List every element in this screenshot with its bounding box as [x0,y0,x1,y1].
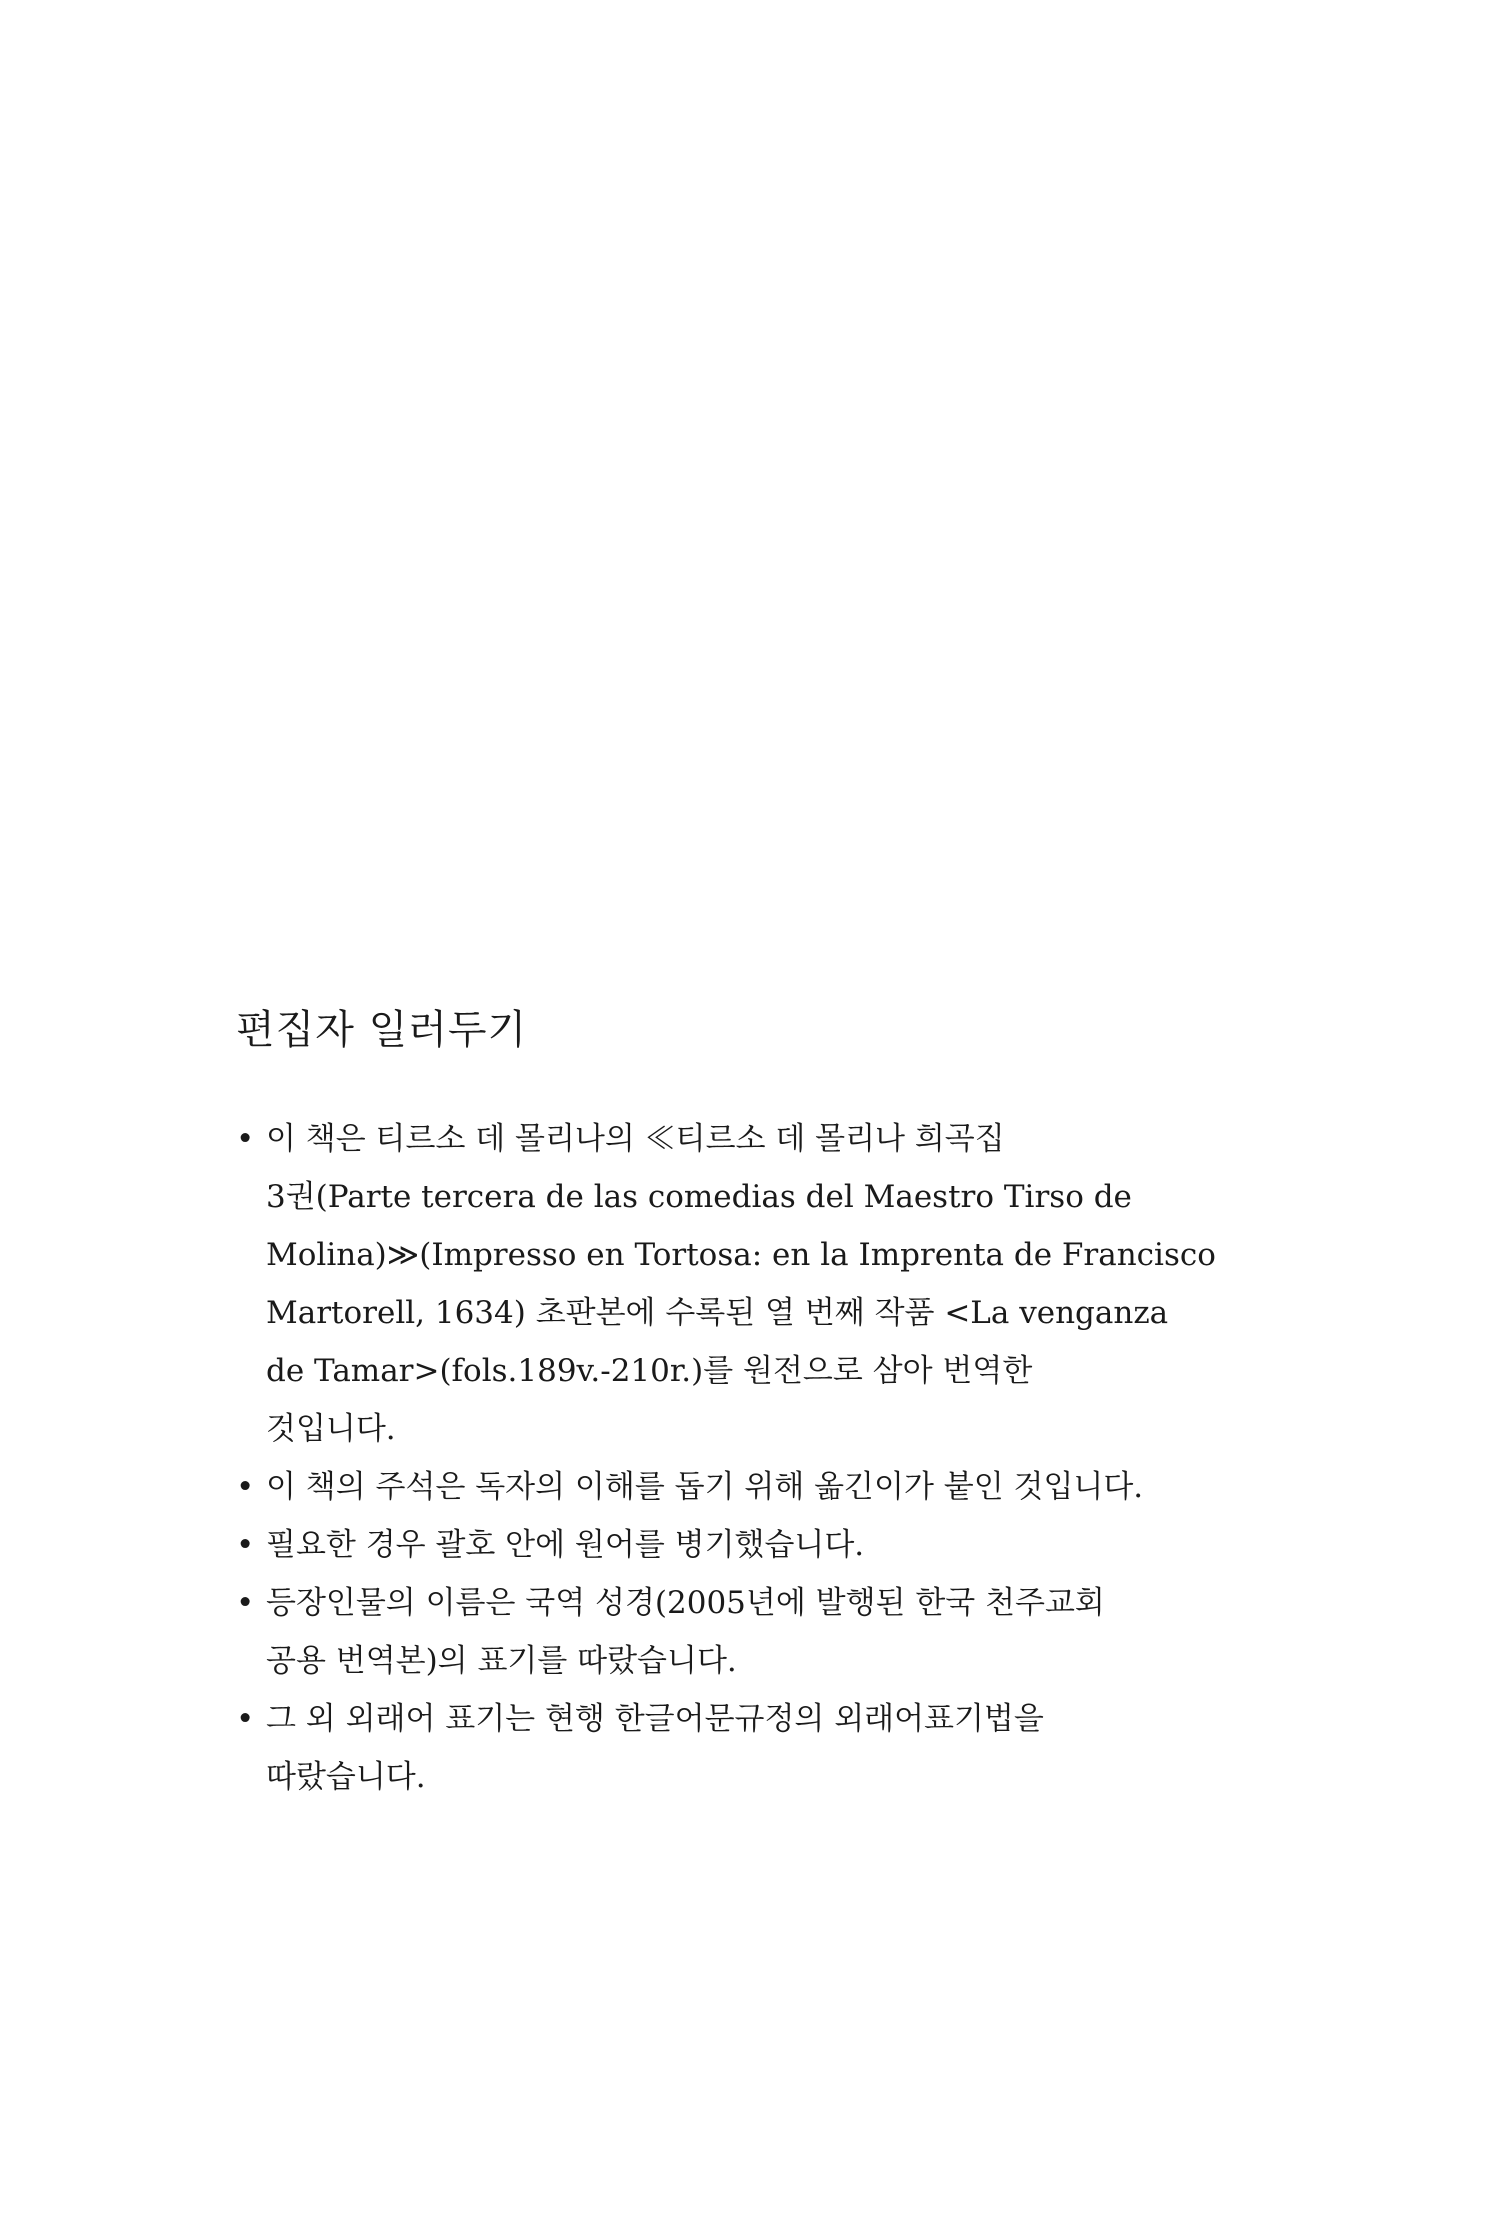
bullet-icon: • [236,1585,255,1621]
note-line: 공용 번역본)의 표기를 따랐습니다. [266,1643,737,1679]
bullet-icon: • [236,1527,255,1563]
note-line: 이 책은 티르소 데 몰리나의 ≪티르소 데 몰리나 희곡집 [266,1121,1005,1157]
editor-notes [236,1000,1236,1806]
note-line: de Tamar>(fols.189v.-210r.)를 원전으로 삼아 번역한 [266,1353,1033,1389]
note-line: 등장인물의 이름은 국역 성경(2005년에 발행된 한국 천주교회 [266,1585,1105,1621]
note-line: Molina)≫(Impresso en Tortosa: en la Imprenta de Francisco [266,1237,1216,1273]
note-item-4 [236,1574,1236,1690]
bullet-icon: • [236,1701,255,1737]
note-line: Martorell, 1634) 초판본에 수록된 열 번째 작품 <La venganza [266,1295,1169,1331]
note-item-1 [236,1110,1236,1458]
note-line: 그 외 외래어 표기는 현행 한글어문규정의 외래어표기법을 [266,1701,1044,1737]
note-line: 것입니다. [266,1411,396,1447]
notes-list [236,1110,1236,1806]
note-item-2 [236,1458,1236,1516]
note-line: 따랐습니다. [266,1759,426,1795]
note-line: 이 책의 주석은 독자의 이해를 돕기 위해 옮긴이가 붙인 것입니다. [266,1469,1144,1505]
notes-title: 편집자 일러두기 [236,1007,528,1053]
bullet-icon: • [236,1121,255,1157]
note-item-5 [236,1690,1236,1806]
note-line: 필요한 경우 괄호 안에 원어를 병기했습니다. [266,1527,865,1563]
bullet-icon: • [236,1469,255,1505]
note-item-3 [236,1516,1236,1574]
note-line: 3권(Parte tercera de las comedias del Maestro Tirso de [266,1179,1132,1215]
